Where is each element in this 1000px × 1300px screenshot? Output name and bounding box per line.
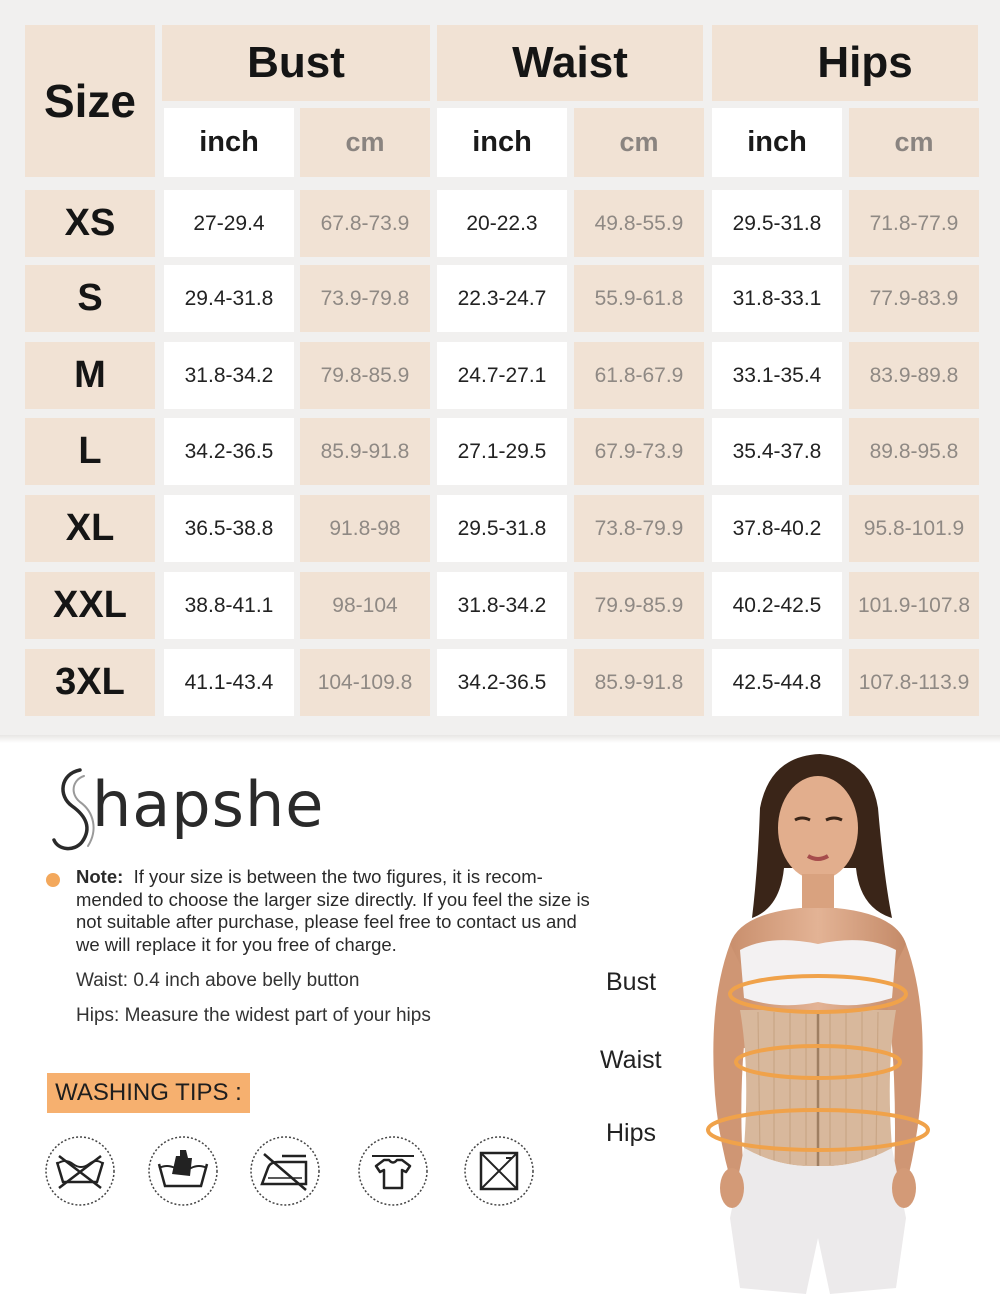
size-label: XL <box>25 495 155 562</box>
waist-cm-cell: 55.9-61.8 <box>574 265 704 332</box>
bust-cm-cell: 85.9-91.8 <box>300 418 430 485</box>
hips-inch-cell: 42.5-44.8 <box>712 649 842 716</box>
size-note <box>76 866 596 956</box>
bust-cm-cell: 91.8-98 <box>300 495 430 562</box>
waist-inch-header: inch <box>437 108 567 177</box>
hips-inch-cell: 37.8-40.2 <box>712 495 842 562</box>
waist-cm-cell: 49.8-55.9 <box>574 190 704 257</box>
size-label: M <box>25 342 155 409</box>
hips-cm-cell: 77.9-83.9 <box>849 265 979 332</box>
hips-inch-cell: 29.5-31.8 <box>712 190 842 257</box>
hips-inch-cell: 35.4-37.8 <box>712 418 842 485</box>
washing-tips-label: WASHING TIPS : <box>47 1073 250 1113</box>
hips-inch-cell: 33.1-35.4 <box>712 342 842 409</box>
bust-cm-cell: 67.8-73.9 <box>300 190 430 257</box>
waist-cm-cell: 61.8-67.9 <box>574 342 704 409</box>
hips-cm-cell: 89.8-95.8 <box>849 418 979 485</box>
hips-cm-cell: 95.8-101.9 <box>849 495 979 562</box>
waist-inch-cell: 22.3-24.7 <box>437 265 567 332</box>
note-text: If your size is between the two figures, it is recom-mended to choose the larger size directly. If you feel the size is not suitable after purchase, please feel free to contact us and we will replace it for you free of charge. <box>76 866 590 955</box>
hips-label: Hips <box>606 1119 657 1147</box>
hips-cm-header: cm <box>849 108 979 177</box>
size-header: Size <box>25 25 155 177</box>
waist-cm-cell: 79.9-85.9 <box>574 572 704 639</box>
bust-cm-cell: 104-109.8 <box>300 649 430 716</box>
size-label: L <box>25 418 155 485</box>
waist-inch-cell: 27.1-29.5 <box>437 418 567 485</box>
waist-instruction: Waist: 0.4 inch above belly button <box>76 970 360 991</box>
waist-cm-cell: 67.9-73.9 <box>574 418 704 485</box>
hips-cm-cell: 71.8-77.9 <box>849 190 979 257</box>
hips-header: Hips <box>712 25 978 101</box>
waist-inch-cell: 29.5-31.8 <box>437 495 567 562</box>
waist-inch-cell: 24.7-27.1 <box>437 342 567 409</box>
hips-cm-cell: 101.9-107.8 <box>849 572 979 639</box>
waist-inch-cell: 20-22.3 <box>437 190 567 257</box>
bust-cm-cell: 73.9-79.8 <box>300 265 430 332</box>
bust-label: Bust <box>606 968 657 996</box>
bust-inch-cell: 38.8-41.1 <box>164 572 294 639</box>
waist-inch-cell: 31.8-34.2 <box>437 572 567 639</box>
bust-inch-cell: 29.4-31.8 <box>164 265 294 332</box>
section-divider <box>0 735 1000 743</box>
hand-wash-icon <box>146 1134 220 1208</box>
waist-cm-cell: 85.9-91.8 <box>574 649 704 716</box>
waist-cm-cell: 73.8-79.9 <box>574 495 704 562</box>
bust-cm-cell: 98-104 <box>300 572 430 639</box>
hips-inch-cell: 40.2-42.5 <box>712 572 842 639</box>
do-not-wash-icon <box>43 1134 117 1208</box>
waist-cm-header: cm <box>574 108 704 177</box>
hips-cm-cell: 107.8-113.9 <box>849 649 979 716</box>
bust-inch-cell: 36.5-38.8 <box>164 495 294 562</box>
size-label: XS <box>25 190 155 257</box>
brand-name: hapshe <box>92 768 325 841</box>
size-label: XXL <box>25 572 155 639</box>
bust-inch-header: inch <box>164 108 294 177</box>
size-label: S <box>25 265 155 332</box>
bust-cm-cell: 79.8-85.9 <box>300 342 430 409</box>
waist-header: Waist <box>437 25 703 101</box>
hips-cm-cell: 83.9-89.8 <box>849 342 979 409</box>
do-not-tumble-dry-icon <box>462 1134 536 1208</box>
note-label: Note: <box>76 866 124 887</box>
model-illustration <box>660 748 960 1300</box>
hips-instruction: Hips: Measure the widest part of your hips <box>76 1005 431 1026</box>
bust-inch-cell: 34.2-36.5 <box>164 418 294 485</box>
bust-inch-cell: 41.1-43.4 <box>164 649 294 716</box>
do-not-iron-icon <box>248 1134 322 1208</box>
hips-inch-header: inch <box>712 108 842 177</box>
size-label: 3XL <box>25 649 155 716</box>
bust-cm-header: cm <box>300 108 430 177</box>
bust-inch-cell: 31.8-34.2 <box>164 342 294 409</box>
hips-inch-cell: 31.8-33.1 <box>712 265 842 332</box>
bust-header: Bust <box>162 25 430 101</box>
waist-label: Waist <box>600 1046 662 1074</box>
waist-inch-cell: 34.2-36.5 <box>437 649 567 716</box>
dry-flat-icon <box>356 1134 430 1208</box>
bust-inch-cell: 27-29.4 <box>164 190 294 257</box>
note-bullet <box>46 873 60 887</box>
